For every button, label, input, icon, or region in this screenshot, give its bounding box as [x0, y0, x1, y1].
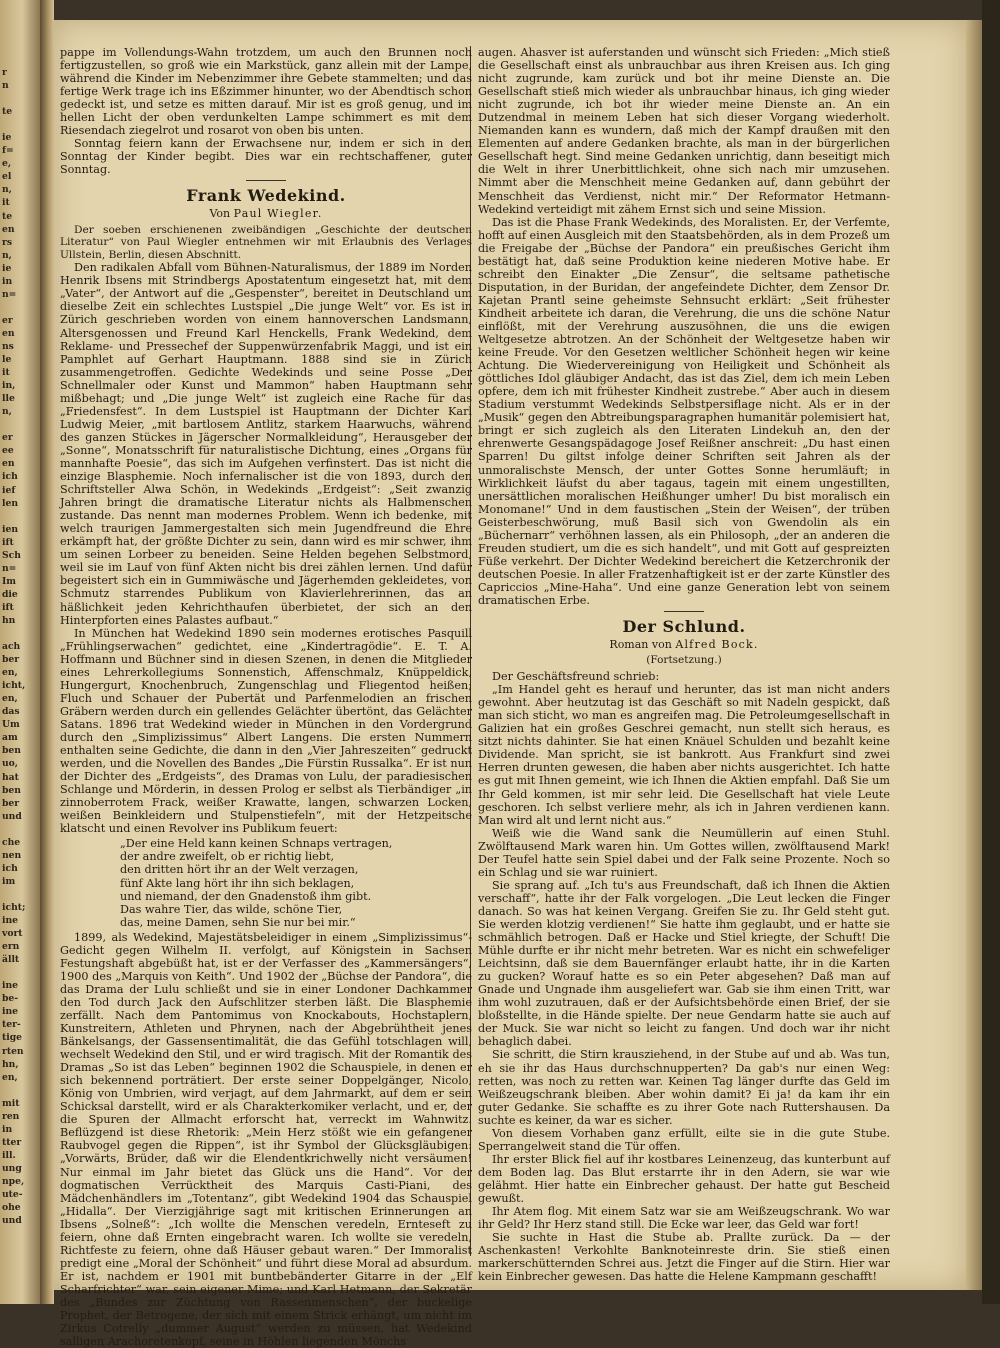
left-column [60, 46, 472, 1348]
novel-paragraph: Ihr Atem flog. Mit einem Satz war sie am Weißzeugschrank. Wo war ihr Geld? Ihr Herz stand still. Die Ecke war leer, das Geld war fort! [478, 1205, 890, 1232]
article-preface: Der soeben erschienenen zweibändigen „Geschichte der deutschen Literatur“ von Paul Wiegler entnehmen wir mit Erlaubnis des Verlages Ullstein, Berlin, diesen Abschnitt. [60, 223, 472, 261]
page-right-edge [966, 20, 982, 1290]
poem-line: das, meine Damen, sehn Sie nur bei mir.“ [120, 915, 356, 929]
article-byline-schlund [478, 638, 890, 651]
body-paragraph: Das ist die Phase Frank Wedekinds, des Moralisten. Er, der Verfemte, hofft auf einen Ausgleich mit den Staatsbehörden, als in dem Prozeß um die Freigabe der „Büchse der Pandora“ ein preußisches Gericht ihm bestätigt hat, daß seine Produktion keine niederen Motive habe. Er schreibt den Einakter „Die Zensur“, die seltsame pathetische Disputation, in der Buridan, der angefeindete Dichter, dem Zensor Dr. Kajetan Prantl seine geheimste Sehnsucht erklärt: „Seit frühester Kindheit arbeitete ich daran, die Verehrung, die uns die schöne Natur einflößt, mit der Verehrung auszusöhnen, die uns die ewigen Weltgesetze abtrotzen. An der Schönheit der Weltgesetze haben wir keine Freude. Vor den Gesetzen weltlicher Schönheit hegen wir keine Achtung. Die Wiedervereinigung von Heiligkeit und Schönheit als göttliches Idol gläubiger Andacht, das ist das Ziel, dem ich mein Leben opfere, dem ich mit frühester Kindheit zustrebe.“ Aber auch in diesem Stadium verstummt Wedekinds Selbstpersiflage nicht. Als er in der „Musik“ gegen den Abtreibungsparagraphen humanitär polemisiert hat, bringt er sich zugleich als den Literaten Lindekuh an, den der ehrenwerte Gesangspädagoge Josef Reißner anschreit: „Du hast einen Sparren! Du giltst infolge deiner Schriften seit Jahren als der unmoralischste Mensch, der unter Gottes Sonne herumläuft; in Wirklichkeit läufst du aber tagaus, tagein mit einem ungestillten, unersättlichen moralischen Heißhunger umher! Du bist moralisch ein Monomane!“ Und in dem faustischen „Stein der Weisen“, der trüben Geisterbeschwörung, muß Basil sich von Gwendolin als ein „Büchernarr“ verhöhnen lassen, als ein Philosoph, „der an anderen die Freuden studiert, um die es sich handelt“, und mit Gott auf gespreizten Füße verkehrt. Der Dichter Wedekind bereichert die Ketzerchronik der deutschen Poesie. In aller Fratzenhaftigkeit ist er der zarte Künstler des Capriccios „Mine-Haha“. Und eine ganze Generation lebt von seinem dramatischen Erbe. [478, 215, 890, 607]
body-paragraph-continued: augen. Ahasver ist auferstanden und wünscht sich Frieden: „Mich stieß die Gesellschaft einst als unbrauchbar aus ihren Kreisen aus. Ich ging nicht zugrunde, kam zurück und bot ihr meine Dienste an. Die Gesellschaft stieß mich wieder als unbrauchbar hinaus, ich ging wieder nicht zugrunde, ich bot ihr wieder meine Dienste an. An ein Dutzendmal in meinem Leben hat sich dieser Vorgang wiederholt. Niemanden kann es wundern, daß mich der Kampf draußen mit den Elementen auf andere Gedanken brachte, als man in der bürgerlichen Gesellschaft hegt. Sind meine Gedanken unrichtig, dann beseitigt mich die Welt in ihrer Unerbittlichkeit, ohne sich nach mir umzusehen. Nimmt aber die Menschheit meine Gedanken auf, dann gebührt der Menschheit das Verdienst, nicht mir.“ Der Reformator Hetmann-Wedekind verteidigt mit zähem Ernst sich und seine Mission. [478, 46, 890, 216]
body-paragraph: Den radikalen Abfall vom Bühnen-Naturalismus, der 1889 im Norden Henrik Ibsens mit Strindbergs Apostatentum eingesetzt hat, mit dem „Vater“, der Antwort auf die „Gespenster“, bereitet in Deutschland um dieselbe Zeit ein schlechtes Lustspiel „Die junge Welt“ vor. Es ist in Zürich geschrieben worden von einem hannoverschen Landsmann, Altersgenossen und Freund Karl Henckells, Frank Wedekind, dem Reklame- und Pressechef der Suppenwürzenfabrik Maggi, und ist ein Pamphlet auf Gerhart Hauptmann. 1888 sind sie in Zürich zusammengetroffen. Gedichte Wedekinds und seine Posse „Der Schnellmaler oder Kunst und Mammon“ haben Hauptmann sehr mißbehagt; und „Die junge Welt“ ist zugleich eine Rache für das „Friedensfest“. In dem Lustspiel ist Hauptmann der Dichter Karl Ludwig Meier, „mit bartlosem Antlitz, starkem Haarwuchs, während des ganzen Stückes in Jägerscher Normalkleidung“, Herausgeber der „Sonne“, Monatsschrift für naturalistische Dichtung, eines „Organs für mannhafte Poesie“, das sich im Aufgehen verfinstert. Das ist nicht die einzige Blasphemie. Noch infernalischer ist die von 1893, durch den Schriftsteller Alwa Schön, in Wedekinds „Erdgeist“: „Seit zwanzig Jahren bringt die dramatische Literatur nichts als Halbmenschen zustande. Das nennt man modernes Problem. Wenn ich bedenke, mit welch traurigen Jammergestalten sich mein Jugendfreund die Ehre erkämpft hat, der größte Dichter zu sein, dann wird es mir schwer, ihm um seinen Lorbeer zu beneiden. Seine Helden begehen Selbstmord, weil sie im Lauf von fünf Akten nicht bis drei zählen lernen. Und dafür begeistert sich ein in Gummiwäsche und Jägerhemden gekleidetes, von Schmutz starrendes Publikum von Klavierlehrerinnen, das an häßlichkeit jeden Kehrichthaufen überbietet, der sich an den Hinterpforten eines Palastes aufbaut.“ [60, 261, 472, 627]
body-paragraph-split: 1899, als Wedekind, Majestätsbeleidiger in einem „Simplizissimus“-Gedicht gegen Wilhelm II. verfolgt, auf Königstein in Sachsen Festungshaft abgebüßt hat, ist er der Verfasser des „Kammersängers“, 1900 des „Marquis von Keith“. Und 1902 der „Büchse der Pandora“, die das Drama der Lulu schließt und sie in einer Londoner Dachkammer den Tod durch Jack den Aufschlitzer sterben läßt. Die Blasphemie zerfällt. Nach dem Pantomimus von Knockabouts, Hochstaplern, Kunstreitern, Athleten und Phrynen, nach der Abgebrühtheit jenes Bänkelsangs, der Gassensentimalität, die das Gefühl totschlagen will, wechselt Wedekind den Stil, und er wird tragisch. Mit der Romantik des Dramas „So ist das Leben“ beginnen 1902 die Schauspiele, in denen er sich bekennend porträtiert. Der erste seiner Doppelgänger, Nicolo, König von Umbrien, wird verjagt, auf dem Jahrmarkt, auf dem er sein Schicksal darstellt, wird er als Charakterkomiker verlacht, und er, der die Spuren der Allmacht erforscht hat, verreckt im Wahnwitz. Beflüzgend ist diese Rhetorik: „Mein Herz stößt wie ein gefangener Raubvogel gegen die Rippen“, ist ihr Symbol der Glücksgläubigen: „Vorwärts, Brüder, daß wir die Elendentkrichwelly nicht versäumen! Nur einmal im Jahr bietet das Glück uns die Hand“. Vor der dogmatischen Verrücktheit des Marquis Casti-Piani, des Mädchenhändlers im „Totentanz“, gibt Wedekind 1904 das Schauspiel „Hidalla“. Der Vierzigjährige sagt mit kritischen Erinnerungen an Ibsens „Solneß“: „Ich wollte die Menschen veredeln, Ernteseft zu feiern, ohne daß Ernten eingebracht waren. Ich wollte sie veredeln, Richtfeste zu feiern, ohne daß Häuser gebaut waren.“ Der Immoralist predigt eine „Moral der Schönheit“ und führt diese Moral ad absurdum. Er ist, nachdem er 1901 mit buntbebänderter Gitarre in der „Elf Scharfrichter“ war, sein eigener Mime; und Karl Hetmann, der Sekretär des „Bundes zur Züchtung von Rassenmenschen“, der buckelige Prophet, der Betrogene, der sich mit einem Strick erhängt, um nicht im Zirkus Cotrelly „dummer August“ werden zu müssen, hat Wedekind salligen Arachoretenkopf, seine in Höhlen liegenden Mönchs [60, 930, 472, 1348]
novel-paragraph: „Im Handel geht es herauf und herunter, das ist man nicht anders gewohnt. Aber heutzutag ist das Geschäft so mit Nadeln gespickt, daß man sich sticht, wo man es angreifen mag. Die Petroleumgesellschaft in Galizien hat ein großes Geschrei gemacht, nun stellt sich heraus, es sitzt nichts dahinter. Sie hat einen Knäuel Schulden und bezahlt keine Dividende. Man spricht, sie ist bankrott. Aus Frankfurt sind zwei Herren drunten gewesen, die haben aber nichts ausgerichtet. Ich hatte es gut mit Ihnen gemeint, wie ich Ihnen die Aktien empfahl. Daß Sie um Ihr Geld kommen, ist mir sehr leid. Die Gesellschaft hat viele Leute geschoren. Ich selbst verliere mehr, als ich in Jahren verdienen kann. Man wird alt und lernt nicht aus.“ [478, 683, 890, 827]
poem-line: Das wahre Tier, das wilde, schöne Tier, [120, 902, 343, 916]
previous-page-text-fragments: r n te ie f= e, el n, it te en rs n, ie in n= er en ns le it in, lle n, er ee en ich ief len ien ift Sch n= Im die ift hn ach ber en, icht, en, das Um am ben uo, hat ben ber und che nen ich im icht; ine vort ern ällt ine be- ine ter- tige rten hn, en, mit ren in tter ill. ung npe, ute- ohe und [2, 67, 26, 1227]
top-closing-text: Sonntag feiern kann der Erwachsene nur, indem er sich in den Sonntag der Kinder begibt. Dies war ein rechtschaffener, guter Sonntag. [60, 137, 472, 177]
poem-line: und niemand, der den Gnadenstoß ihm gibt. [120, 889, 372, 903]
novel-paragraph: Ihr erster Blick fiel auf ihr kostbares Leinenzeug, das kunterbunt auf dem Boden lag. Das Blut erstarrte ihr in den Adern, sie war wie gelähmt. Hier hatte ein Einbrecher gehaust. Der hatte gut Bescheid gewußt. [478, 1152, 890, 1205]
binding-shadow [982, 0, 1000, 1304]
author-name: Alfred Bock. [675, 638, 759, 652]
prolog-poem [120, 837, 472, 928]
byline-prefix: Von [209, 207, 231, 221]
top-continuation-text: pappe im Vollendungs-Wahn trotzdem, um auch den Brunnen noch fertigzustellen, so groß wie ein Markstück, ganz allein mit der Lampe, während die Kinder im Nebenzimmer ihre Gebete stammelten; und das fertige Werk trage ich ins Eßzimmer hinunter, wo der Abendtisch schon gedeckt ist, und setze es mitten darauf. Mir ist es groß genug, und im hellen Licht der oben verdunkelten Lampe schimmert es mit dem Riesendach ziegelrot und rosarot von oben bis unten. [60, 46, 472, 138]
novel-paragraph: Sie suchte in Hast die Stube ab. Prallte zurück. Da — der Aschenkasten! Verkohlte Banknoteinreste drin. Sie stieß einen markerschütternden Schrei aus. Jetzt die Finger auf die Stirn. Hier war kein Einbrecher gewesen. Das hatte die Helene Kampmann geschafft! [478, 1231, 890, 1284]
article-title-schlund: Der Schlund. [622, 617, 746, 637]
book-gutter [40, 0, 54, 1304]
right-column [478, 46, 890, 1283]
poem-line: fünf Akte lang hört ihr ihn sich beklagen, [120, 876, 355, 890]
novel-paragraph: Von diesem Vorhaben ganz erfüllt, eilte sie in die gute Stube. Sperrangelweit stand die Tür offen. [478, 1126, 890, 1153]
separator-line [664, 611, 704, 612]
poem-line: den dritten hört ihr an der Welt verzagen, [120, 863, 359, 877]
poem-line: der andre zweifelt, ob er richtig liebt, [120, 850, 335, 864]
previous-page-edge [0, 0, 40, 1304]
author-name: Paul Wiegler. [233, 207, 323, 221]
article-title-wedekind: Frank Wedekind. [186, 186, 346, 206]
novel-paragraph: Sie sprang auf. „Ich tu's aus Freundschaft, daß ich Ihnen die Aktien verschaff“, hatte ihr der Falk vorgelogen. „Die Leut lecken die Finger danach. So was hat keinen Vergang. Greifen Sie zu. Ihr Geld steht gut. Sie werden klotzig verdienen!“ Sie hatte ihm geglaubt, und er hatte sie schmählich betrogen. Daß er Hacke und Stiel kriegte, der Schuft! Die Mühle durfte er ihr nicht mehr betreten. War es nicht ein schwefeliger Leichtsinn, daß sie dem Bauernfänger erlaubt hatte, ihr in die Karten zu gucken? Worauf hatte es so ein Peter abgesehen? Daß man auf Gnade und Ungnade ihm ausgeliefert war. Gab sie ihm einen Tritt, war ihm wohl zuzutrauen, daß er der Aufsichtsbehörde einen Brief, der sie bloßstellte, in die Hände spielte. Der neue Gendarm hatte sie auch auf der Muck. Sie war nicht so leicht zu fangen. Und doch war ihr nicht behaglich dabei. [478, 878, 890, 1049]
separator-line [246, 180, 286, 181]
poem-line: „Der eine Held kann keinen Schnaps vertragen, [120, 837, 393, 851]
continuation-note: (Fortsetzung.) [646, 654, 722, 667]
novel-paragraph: Der Geschäftsfreund schrieb: [492, 670, 660, 684]
article-byline-wedekind [60, 207, 472, 220]
novel-paragraph: Sie schritt, die Stirn krausziehend, in der Stube auf und ab. Was tun, eh sie ihr das Haus durchschnupperten? Da gab's nur einen Weg: retten, was noch zu retten war. Keinen Tag länger durfte das Geld im Weißzeugschrank bleiben. Aber wohin damit? Ei ja! da kam ihr ein guter Gedanke. Sie schaffte es zu ihrer Gote nach Ruttershausen. Da suchte es keiner, da war es sicher. [478, 1048, 890, 1127]
novel-paragraph: Weiß wie die Wand sank die Neumüllerin auf einen Stuhl. Zwölftausend Mark waren hin. Um Gottes willen, zwölftausend Mark! Der Teufel hatte sein Spiel dabei und der Falk seine Prozente. Noch so ein Schlag und sie war ruiniert. [478, 826, 890, 879]
byline-prefix: Roman von [609, 638, 672, 652]
body-paragraph: In München hat Wedekind 1890 sein modernes erotisches Pasquill „Frühlingserwachen“ gedichtet, eine „Kindertragödie“. E. T. A. Hoffmann und Büchner sind in diesen Szenen, in denen die Mitglieder eines Lehrerkollegiums Sonnenstich, Affenschmalz, Knüppeldick, Hungergurt, Knochenbruch, Zungenschlag und Fliegentod heißen; Fluch und Schauer der Pubertät und Parfenmelodien an frischen Gräbern werden durch ein gellendes Gelächter übertönt, das Gelächter Satans. 1896 trat Wedekind wieder in München in den Vordergrund durch den „Simplizissimus“ Albert Langens. Die ersten Nummern enthalten seine Gedichte, die dann in den „Vier Jahreszeiten“ gedruckt werden, und die Novellen des Bandes „Die Fürstin Russalka“. Er ist nun der Dichter des „Erdgeists“, des Dramas von Lulu, der paradiesischen Schlange und Mörderin, in dessen Prolog er selbst als Tierbändiger „in zinnoberrotem Frack, weißer Krawatte, langen, schwarzen Locken, weißen Beinkleidern und Stulpenstiefeln“, mit der Hetzpeitsche klatscht und einen Revolver ins Publikum feuert: [60, 626, 472, 836]
